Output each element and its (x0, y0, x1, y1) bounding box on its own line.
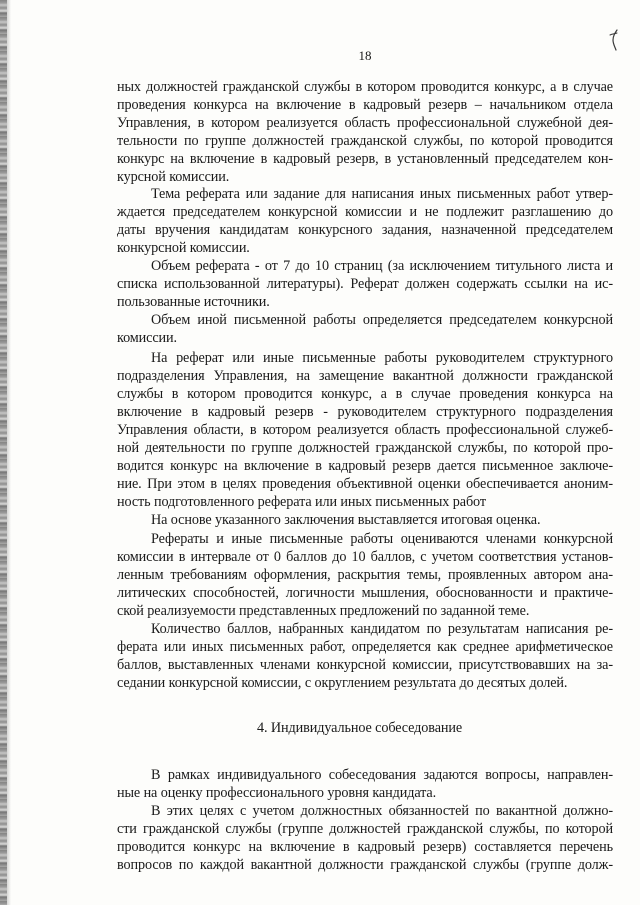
text-line: списка использованной литературы). Реферат должен содержать ссылки на ис- (117, 276, 613, 292)
paragraph-first-line: Тема реферата или задание для написания иных письменных работ утвер- (151, 186, 613, 202)
text-line: пользованные источники. (117, 294, 270, 310)
paragraph-first-line: Объем реферата - от 7 до 10 страниц (за исключением титульного листа и (151, 258, 613, 274)
text-line: ные на оценку профессионального уровня кандидата. (117, 785, 437, 801)
text-line: включение в кадровый резерв - руководителем структурного подразделения (117, 404, 613, 420)
text-line: тельности по группе должностей гражданской службы, по которой проводится (117, 133, 613, 149)
text-line: службы в котором проводится конкурс, а в случае проведения конкурса на (117, 386, 613, 402)
text-line: комиссии в интервале от 0 баллов до 10 баллов, с учетом соответствия установ- (117, 549, 613, 565)
text-line: конкурс на включение в кадровый резерв, в установленный председателем кон- (117, 151, 613, 167)
text-line: ской реализуемости представленных предложений по заданной теме. (117, 603, 530, 619)
text-line: ние. При этом в целях проведения объективной оценки обеспечивается аноним- (117, 476, 613, 492)
text-line: водится конкурс на включение в кадровый резерв дается письменное заключе- (117, 458, 613, 474)
text-line: конкурсной комиссии. (117, 240, 250, 256)
text-line: Управления, в котором реализуется область профессиональной служебной дея- (117, 115, 613, 131)
paragraph-first-line: На основе указанного заключения выставляется итоговая оценка. (151, 512, 541, 528)
section-heading: 4. Индивидуальное собеседование (257, 720, 463, 736)
text-line: сти гражданской службы (группе должностей гражданской службы, по которой (117, 821, 613, 837)
text-line: ных должностей гражданской службы в котором проводится конкурс, а в случае (117, 79, 613, 95)
page-number: 18 (358, 48, 372, 63)
text-line: ждается председателем конкурсной комиссии и не подлежит разглашению до (117, 204, 613, 220)
text-line: проведения конкурса на включение в кадровый резерв – начальником отдела (117, 97, 613, 113)
paragraph-first-line: В рамках индивидуального собеседования задаются вопросы, направлен- (151, 767, 613, 783)
text-line: седании конкурсной комиссии, с округлением результата до десятых долей. (117, 675, 568, 691)
text-line: Управления области, в котором реализуется область профессиональной служеб- (117, 422, 613, 438)
text-line: ленным требованиям оформления, раскрытия темы, проявленных автором ана- (117, 567, 613, 583)
text-line: ферата или иных письменных работ, определяется как среднее арифметическое (117, 639, 613, 655)
text-line: литических способностей, логичности мышления, обоснованности и практиче- (117, 585, 613, 601)
text-line: комиссии. (117, 330, 177, 346)
text-line: курсной комиссии. (117, 169, 230, 185)
text-line: ной деятельности по группе должностей гражданской службы, по которой про- (117, 440, 613, 456)
paragraph-first-line: Объем иной письменной работы определяется председателем конкурсной (151, 312, 613, 328)
paragraph-first-line: В этих целях с учетом должностных обязанностей по вакантной должно- (151, 803, 613, 819)
paragraph-first-line: На реферат или иные письменные работы руководителем структурного (151, 350, 613, 366)
text-line: вопросов по каждой вакантной должности гражданской службы (группе долж- (117, 857, 613, 873)
text-line: подразделения Управления, на замещение вакантной должности гражданской (117, 368, 613, 384)
text-line: проводится конкурс на включение в кадровый резерв) составляется перечень (117, 839, 613, 855)
text-line: даты вручения кандидатам конкурсного задания, назначенной председателем (117, 222, 613, 238)
text-line: ность подготовленного реферата или иных письменных работ (117, 494, 486, 510)
paragraph-first-line: Количество баллов, набранных кандидатом по результатам написания ре- (151, 621, 613, 637)
binding-edge (0, 0, 7, 905)
paragraph-first-line: Рефераты и иные письменные работы оцениваются членами конкурсной (151, 531, 613, 547)
text-line: баллов, выставленных членами конкурсной комиссии, присутствовавших на за- (117, 657, 613, 673)
